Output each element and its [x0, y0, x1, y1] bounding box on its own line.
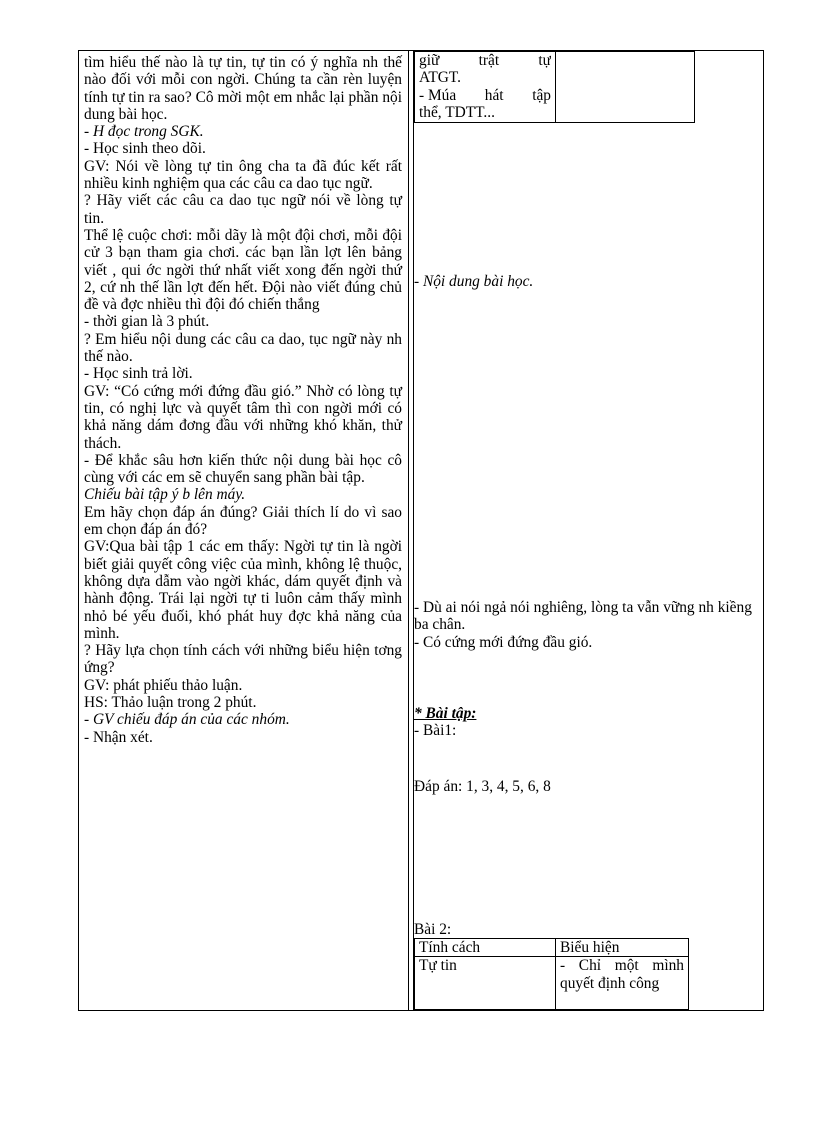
left-paragraph: GV: phát phiếu thảo luận. [84, 676, 243, 694]
left-paragraph: - thời gian là 3 phút. [84, 313, 210, 331]
top-cell-line-2: ATGT. [419, 69, 462, 87]
left-paragraph: - Nhận xét. [84, 728, 153, 746]
left-paragraph: tìm hiểu thế nào là tự tin, tự tin có ý nghĩa nh thế nào đối với mỗi con ngời. Chúng ta cần rèn luyện tính tự tin ra sao? Cô mời một em nhắc lại phần nội dung bài học. [84, 54, 402, 123]
top-cell-line-3 [419, 87, 551, 104]
word-trat: trật [478, 52, 500, 69]
left-paragraph: Em hãy chọn đáp án đúng? Giải thích lí do vì sao em chọn đáp án đó? [84, 503, 402, 539]
dap-an: Đáp án: 1, 3, 4, 5, 6, 8 [414, 778, 551, 795]
left-paragraph: HS: Thảo luận trong 2 phút. [84, 693, 257, 711]
ca-dao-2: - Có cứng mới đứng đầu gió. [414, 633, 593, 651]
noi-dung-bai-hoc: - Nội dung bài học. [414, 273, 534, 290]
bai2-bieu-hien-text: - Chỉ một mình quyết định công [560, 957, 684, 992]
word-tu: tự [538, 52, 551, 69]
left-column-teacher-activity [84, 54, 402, 746]
top-cell-line-4: thể, TDTT... [419, 103, 495, 121]
left-paragraph: - Học sinh trả lời. [84, 365, 193, 383]
top-cell-line-1 [419, 52, 551, 69]
top-table-cell-activities [419, 52, 551, 122]
column-divider-right [413, 50, 414, 1011]
bai2-header-tinh-cach: Tính cách [415, 939, 556, 957]
bai2-label: Bài 2: [414, 921, 452, 938]
left-paragraph: Thể lệ cuộc chơi: mỗi dãy là một đội chơi, mỗi đội cử 3 bạn tham gia chơi. các bạn lần lợt lên bảng viết , qui ớc ngời thứ nhất viết xong đến ngời thứ 2, cứ nh thế lần lợt đến hết. Đội nào viết đúng chủ đề và đợc nhiều thì đội đó chiến thắng [84, 226, 402, 314]
top-table-cell-empty [556, 52, 695, 123]
word-mua: - Múa [419, 86, 457, 104]
word-tap: tập [532, 86, 551, 104]
left-paragraph: - Để khắc sâu hơn kiến thức nội dung bài học cô cùng với các em sẽ chuyển sang phần bài tập. [84, 451, 402, 487]
column-divider-left [408, 50, 409, 1011]
bai2-table [414, 938, 689, 1010]
left-paragraph: ? Em hiểu nội dung các câu ca dao, tục ngữ này nh thế nào. [84, 330, 402, 366]
left-paragraph: - H đọc trong SGK. [84, 123, 204, 141]
ca-dao-1: - Dù ai nói ngả nói nghiêng, lòng ta vẫn vững nh kiềng ba chân. [414, 599, 752, 634]
bai-tap-block [414, 705, 760, 740]
word-giu: giữ [419, 52, 440, 69]
left-paragraph: GV:Qua bài tập 1 các em thấy: Ngời tự tin là ngời biết giải quyết công việc của mình, không lệ thuộc, không dựa dẫm vào ngời khác, dám quyết định và hành động. Trái lại ngời tự ti luôn cảm thấy mình nhỏ bé yếu đuối, khó phát huy đợc khả năng của mình. [84, 538, 402, 642]
left-paragraph: ? Hãy viết các câu ca dao tục ngữ nói về lòng tự tin. [84, 192, 402, 227]
bai2-row1-bieu-hien [556, 957, 689, 1010]
left-paragraph: Chiếu bài tập ý b lên máy. [84, 486, 246, 504]
bai-tap-title: * Bài tập: [414, 705, 477, 722]
word-hat: hát [484, 86, 504, 104]
bai1-label: - Bài1: [414, 722, 457, 740]
bai2-row1-tinh-cach [415, 957, 556, 1010]
left-paragraph: - GV chiếu đáp án của các nhóm. [84, 711, 290, 729]
bai2-tu-tin: Tự tin [419, 957, 457, 975]
bai2-header-bieu-hien: Biểu hiện [556, 939, 689, 957]
ca-dao-block [414, 599, 760, 651]
left-paragraph: - Học sinh theo dõi. [84, 140, 206, 158]
left-paragraph: GV: “Có cứng mới đứng đầu gió.” Nhờ có lòng tự tin, có nghị lực và quyết tâm thì con ngời mới có khả năng dám đơng đầu với những khó khăn, thử thách. [84, 382, 402, 452]
top-right-table [414, 51, 695, 123]
left-paragraph: ? Hãy lựa chọn tính cách với những biểu hiện tơng ứng? [84, 642, 402, 677]
left-paragraph: GV: Nói về lòng tự tin ông cha ta đã đúc kết rất nhiều kinh nghiệm qua các câu ca dao tục ngữ. [84, 157, 402, 193]
